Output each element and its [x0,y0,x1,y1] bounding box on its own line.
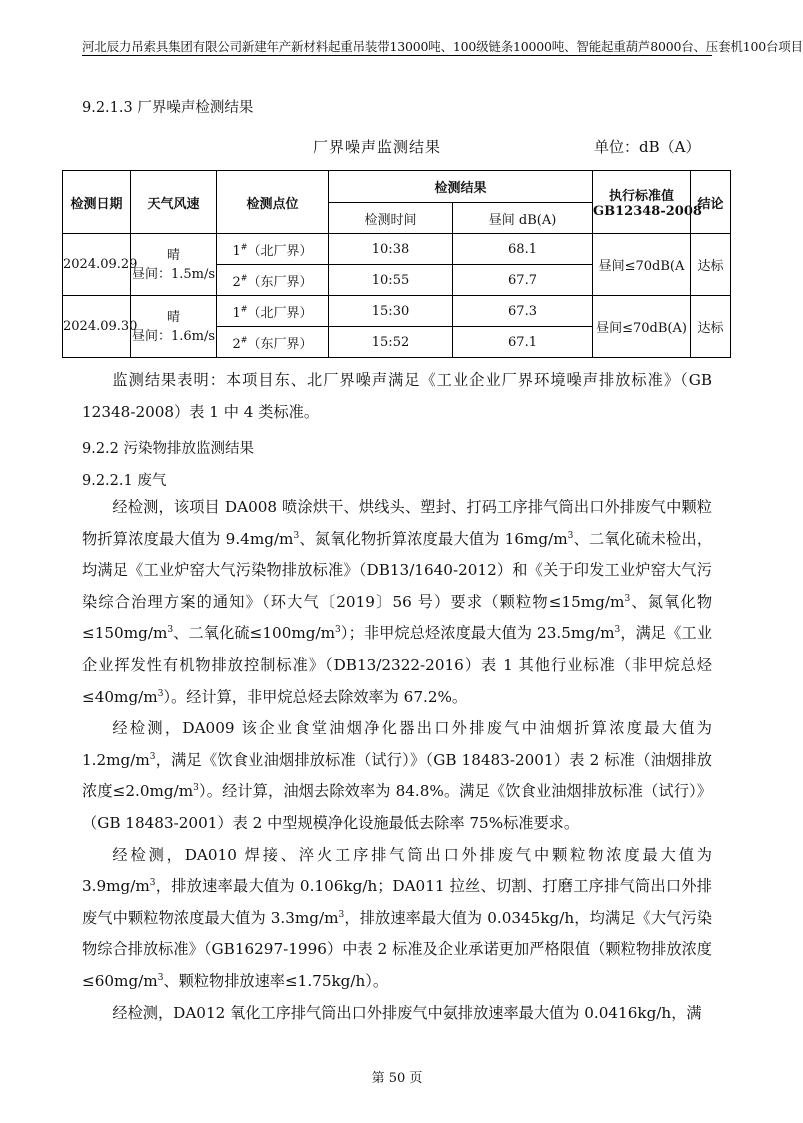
header-result: 检测结果 [329,171,593,203]
body-paragraphs [82,492,712,1029]
cell-date: 2024.09.29 [63,234,131,296]
section-heading-gas: 9.2.2.1 废气 [82,473,167,489]
weather-wind: 昼间：1.5m/s [131,266,216,282]
table-unit: 单位：dB（A） [594,138,701,156]
header-rule [82,55,712,56]
cell-conclusion: 达标 [691,296,731,358]
table-row [63,296,731,327]
cell-point: 2#（东厂界） [217,265,329,296]
noise-table [62,170,731,358]
noise-conclusion: 监测结果表明：本项目东、北厂界噪声满足《工业企业厂界环境噪声排放标准》（GB 12348-2008）表 1 中 4 类标准。 [82,371,712,421]
cell-conclusion: 达标 [691,234,731,296]
header-point: 检测点位 [217,171,329,234]
cell-time: 15:30 [329,296,453,327]
paragraph-da008: 经检测，该项目 DA008 喷涂烘干、烘线头、塑封、打码工序排气筒出口外排废气中颗粒物折算浓度最大值为 $9.4mg/m^3$、氮氧化物折算浓度最大值为 $16mg/m^3$、二氧化硫未检出，均满足《工业炉窑大气污染物排放标准》（DB13/1640-2012）和《关于印发工业炉窑大气污染综合治理方案的通知》（环大气〔2019〕56 号）要求（颗粒物$\le 15mg/m^3$、氮氧化物$\le 150mg/m^3$、二氧化硫$\le 100mg/m^3$）；非甲烷总烃浓度最大值为 $23.5mg/m^3$，满足《工业企业挥发性有机物排放控制标准》（DB13/2322-2016）表 1 其他行业标准（非甲烷总烃$\le 40mg/m^3$）。经计算，非甲烷总烃去除效率为 67.2%。 [82,498,713,706]
cell-point: 1#（北厂界） [217,296,329,327]
table-row [63,234,731,265]
header-conclusion: 结论 [691,171,731,234]
cell-value: 67.1 [453,327,593,358]
cell-time: 10:55 [329,265,453,296]
weather-wind: 昼间：1.6m/s [131,328,216,344]
cell-weather [131,296,217,358]
cell-value: 67.7 [453,265,593,296]
weather-condition: 晴 [166,309,180,325]
cell-date: 2024.09.30 [63,296,131,358]
header-weather: 天气风速 [131,171,217,234]
table-caption: 厂界噪声监测结果 [313,138,442,156]
header-time: 检测时间 [329,203,453,234]
section-heading-noise: 9.2.1.3 厂界噪声检测结果 [82,100,254,116]
header-standard [593,171,702,234]
noise-conclusion-block [82,365,712,428]
cell-standard: 昼间≤70dB(A) [593,296,691,358]
paragraph-da010-da011: 经检测，DA010 焊接、淬火工序排气筒出口外排废气中颗粒物浓度最大值为 $3.9mg/m^3$，排放速率最大值为 0.106kg/h；DA011 拉丝、切割、打磨工序排气筒出口外排废气中颗粒物浓度最大值为 $3.3mg/m^3$，排放速率最大值为 0.0345kg/h，均满足《大气污染物综合排放标准》（GB16297-1996）中表 2 标准及企业承诺更加严格限值（颗粒物排放浓度$\le 60mg/m^3$、颗粒物排放速率≤1.75kg/h）。 [82,845,713,990]
cell-standard: 昼间≤70dB(A [593,234,691,296]
header-standard-line1: 执行标准值 [609,189,675,204]
page-header: 河北辰力吊索具集团有限公司新建年产新材料起重吊装带13000吨、100级链条10000吨、智能起重葫芦8000台、压套机100台项目 [82,39,803,54]
header-date: 检测日期 [63,171,131,234]
weather-condition: 晴 [166,247,180,263]
section-heading-pollutant: 9.2.2 污染物排放监测结果 [82,441,255,457]
cell-time: 15:52 [329,327,453,358]
cell-value: 68.1 [453,234,593,265]
cell-weather [131,234,217,296]
cell-point: 1#（北厂界） [217,234,329,265]
cell-point: 2#（东厂界） [217,327,329,358]
paragraph-da012: 经检测，DA012 氧化工序排气筒出口外排废气中氨排放速率最大值为 0.0416kg/h，满 [112,1003,702,1022]
paragraph-da009: 经检测，DA009 该企业食堂油烟净化器出口外排废气中油烟折算浓度最大值为 $1.2mg/m^3$，满足《饮食业油烟排放标准（试行）》（GB 18483-2001）表 2 标准（油烟排放浓度$\le 2.0mg/m^3$）。经计算，油烟去除效率为 84.8%。满足《饮食业油烟排放标准（试行）》（GB 18483-2001）表 2 中型规模净化设施最低去除率 75%标准要求。 [82,719,712,832]
header-daytime: 昼间 dB(A) [453,203,593,234]
cell-time: 10:38 [329,234,453,265]
header-standard-line2: GB12348-2008 [593,204,702,219]
page-number: 第 50 页 [371,1071,423,1086]
cell-value: 67.3 [453,296,593,327]
